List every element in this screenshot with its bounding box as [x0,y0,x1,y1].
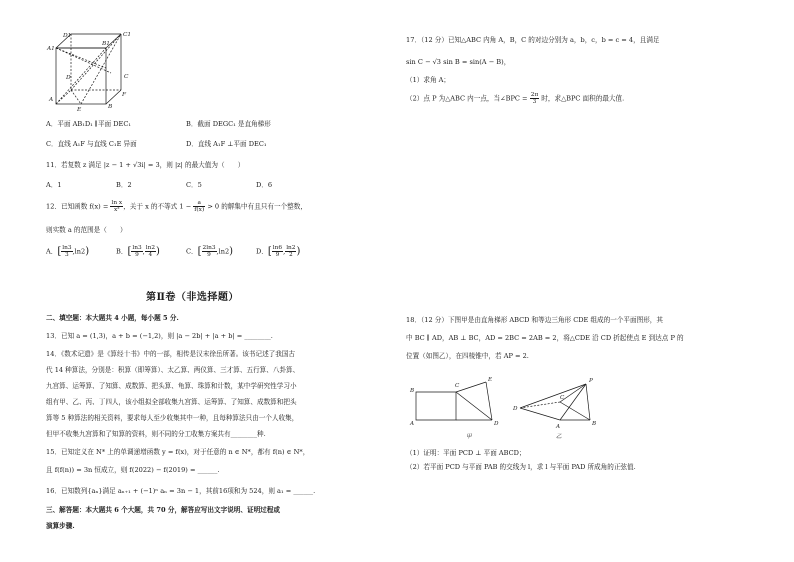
q12-option-d[interactable]: D．[ $\frac{\ln 6}{9}$ , $\frac{\ln 2}{2}$ ) [256,245,301,259]
q12-option-a-letter: A． [46,247,58,256]
q14-line: 算等 5 种算法的相关资料，要求每人至少收集其中一种，且每种算法只由一个人收集， [46,414,299,422]
q17-sub2-b: 时，求△BPC 面积的最大值. [539,94,625,103]
cube-label: C [124,74,129,80]
q17-angle-fraction [530,92,540,105]
denominator: 2 [288,252,293,259]
denominator: 3 [532,99,537,106]
q12-option-a-tail: ,ln2 [72,247,86,256]
fig2-label: A [556,424,561,430]
fig1-label: B [410,388,415,394]
q12-ineq-fraction [193,200,205,213]
cube-label: E [77,107,82,112]
q17-sub2 [406,92,624,105]
q12-option-c-tail: ,ln2 [216,247,230,256]
q12-option-b-frac1 [131,245,142,258]
q11-option-d[interactable]: D．6 [256,181,273,189]
solve-header: 三、解答题：本大题共 6 个大题，共 70 分，解答应写出文字说明、证明过程或 [46,506,280,514]
q17-line1: 17．（12 分）已知△ABC 内角 A，B，C 的对边分别为 a，b，c，b = c = 4，且满足 [406,36,660,44]
bracket-open: [ [127,245,132,257]
cube-label: C1 [123,32,132,38]
denominator: 9 [135,252,139,259]
figure-yi [510,372,610,434]
q12-option-c-frac [202,245,217,258]
fig1-label: E [488,377,493,383]
q12-option-b-letter: B． [116,247,128,256]
figure-yi-caption: 乙 [556,434,562,440]
q14-line: 14．《数术记遗》是《算经十书》中的一部，相传是汉末徐岳所著。该书记述了我国古 [46,350,296,358]
q12-stem [46,200,307,213]
q11-option-c[interactable]: C．5 [186,181,202,189]
cube-label: B [108,104,113,110]
q12-option-b-frac2 [145,245,156,258]
figure-jia-caption: 甲 [466,434,472,440]
q14-line: 九宫算、运筹算、了知算、成数算、把头算、龟算、珠算和计数，某中学研究性学习小 [46,382,297,390]
numerator: ln3 [62,245,72,251]
bracket-open: [ [267,245,272,257]
q12-option-d-frac1 [272,245,283,258]
q18-sub2: （2）若平面 PCD 与平面 PAB 的交线为 l，求 l 与平面 PAD 所成角的正弦值. [406,463,636,471]
q16: 16．已知数列{aₙ}满足 aₙ₊₁ + (−1)ⁿ aₙ = 3n − 1，其前16项和为 524，则 a₁ = ______. [46,487,316,495]
cube-figure [46,28,136,112]
q15-line: 15．已知定义在 N* 上的单调递增函数 y = f(x)，对于任意的 n ∈ N*，都有 f(n) ∈ N*， [46,448,310,456]
q14-line: 组有甲、乙、丙、丁四人，该小组拟全部收集九宫算、运筹算、了知算、成数算和把头 [46,398,297,406]
q12-ineq-denominator: f(x) [194,207,205,214]
fig1-label: A [410,421,415,427]
q11-option-a[interactable]: A．1 [46,181,62,189]
fig2-label: D [513,406,518,412]
q12-option-c-letter: C． [186,247,198,256]
q18-line: 位置（如图乙），在四棱锥中，若 AP = 2. [406,352,529,360]
q14-line: 代 14 种算法，分别是：积算（即筹算）、太乙算、两仪算、三才算、五行算、八卦算、 [46,366,300,374]
q15-line: 且 f(f(n)) = 3n 恒成立，则 f(2022) − f(2019) = ______. [46,466,220,474]
fig2-label: C [560,395,565,401]
numerator: ln2 [145,245,156,251]
q10-option-c[interactable]: C．直线 A₁F 与直线 C₁E 异面 [46,140,137,148]
fill-in-header: 二、填空题：本大题共 4 小题，每小题 5 分. [46,314,179,322]
bracket-close: ) [85,245,90,257]
denominator: 4 [148,252,153,259]
bracket-close: ) [296,245,301,257]
fig1-label: D [494,421,499,427]
q12-ineq-numerator: a [193,200,205,207]
cube-label: A1 [47,46,55,52]
numerator: ln6 [272,245,283,251]
q12-stem-c: > 0 的解集中有且只有一个整数， [205,202,307,211]
numerator: 2π [530,92,539,98]
q17-sub1: （1）求角 A； [406,76,451,84]
cube-label: D [66,75,71,81]
q12-f-numerator: ln x [111,200,123,206]
q12-f-fraction [110,200,123,213]
denominator: 9 [275,252,280,259]
q12-stem-b: ，关于 x 的不等式 1 − [123,202,194,211]
q11-stem: 11．若复数 z 满足 |z − 1 + √3i| = 3，则 |z| 的最大值为（ ） [46,161,245,169]
bracket-close: ) [229,245,234,257]
q12-option-b[interactable]: B．[ $\frac{\ln 3}{9}$ , $\frac{\ln 2}{4}$ ) [116,245,160,259]
q12-option-c[interactable] [186,245,233,258]
cube-label: B1 [102,41,110,47]
q18-line: 中 BC ∥ AD，AB ⊥ BC，AD = 2BC = 2AB = 2，将△CDE 沿 CD 折起使点 E 到达点 P 的 [406,334,684,342]
fig2-label: B [592,421,597,427]
bracket-open: [ [197,245,202,257]
part2-title: 第Ⅱ卷（非选择题） [146,292,239,303]
q12-option-d-frac2 [285,245,296,258]
cube-label: A [49,97,54,103]
cube-label: D1 [63,33,72,39]
q12-stem2: 则实数 a 的范围是（ ） [46,226,127,234]
q11-option-b[interactable]: B．2 [116,181,132,189]
cube-label: F [122,92,127,98]
denominator: 3 [65,252,69,259]
bracket-close: ) [156,245,160,257]
q12-option-a[interactable] [46,245,89,258]
q13: 13．已知 a = (1,3)，a + b = (−1,2)，则 |a − 2b| + |a + b| = ________. [46,332,273,340]
fig1-label: C [455,383,460,389]
q10-option-a[interactable]: A．平面 AB₁D₁ ∥平面 DEC₁ [46,120,132,128]
solve-header: 演算步骤. [46,522,75,530]
q18-sub1: （1）证明：平面 PCD ⊥ 平面 ABCD； [406,449,526,457]
q17-sub2-a: （2）点 P 为△ABC 内一点，当∠BPC = [406,94,530,103]
numerator: 2ln3 [202,245,216,251]
figure-jia [406,372,506,434]
numerator: ln2 [286,245,296,251]
q12-f-denominator: x² [114,207,120,214]
denominator: 9 [207,252,211,259]
q10-option-b[interactable]: B．截面 DEGC₁ 是直角梯形 [186,120,271,128]
fig2-label: P [589,378,593,384]
q14-line: 但甲不收集九宫算和了知算的资料，则不同的分工收集方案共有________种. [46,430,266,438]
q17-line2: sin C − √3 sin B = sin(A − B)， [406,58,511,66]
q18-line: 18．（12 分）下图甲是由直角梯形 ABCD 和等边三角形 CDE 组成的一个平面图形，其 [406,316,663,324]
bracket-open: [ [57,245,62,257]
q10-option-d[interactable]: D．直线 A₁F ⊥平面 DEC₁ [186,140,267,148]
numerator: ln3 [132,245,142,251]
q12-option-a-frac [61,245,72,258]
q12-stem-a: 12．已知函数 f(x) = [46,202,111,211]
q12-option-d-letter: D． [256,247,268,256]
